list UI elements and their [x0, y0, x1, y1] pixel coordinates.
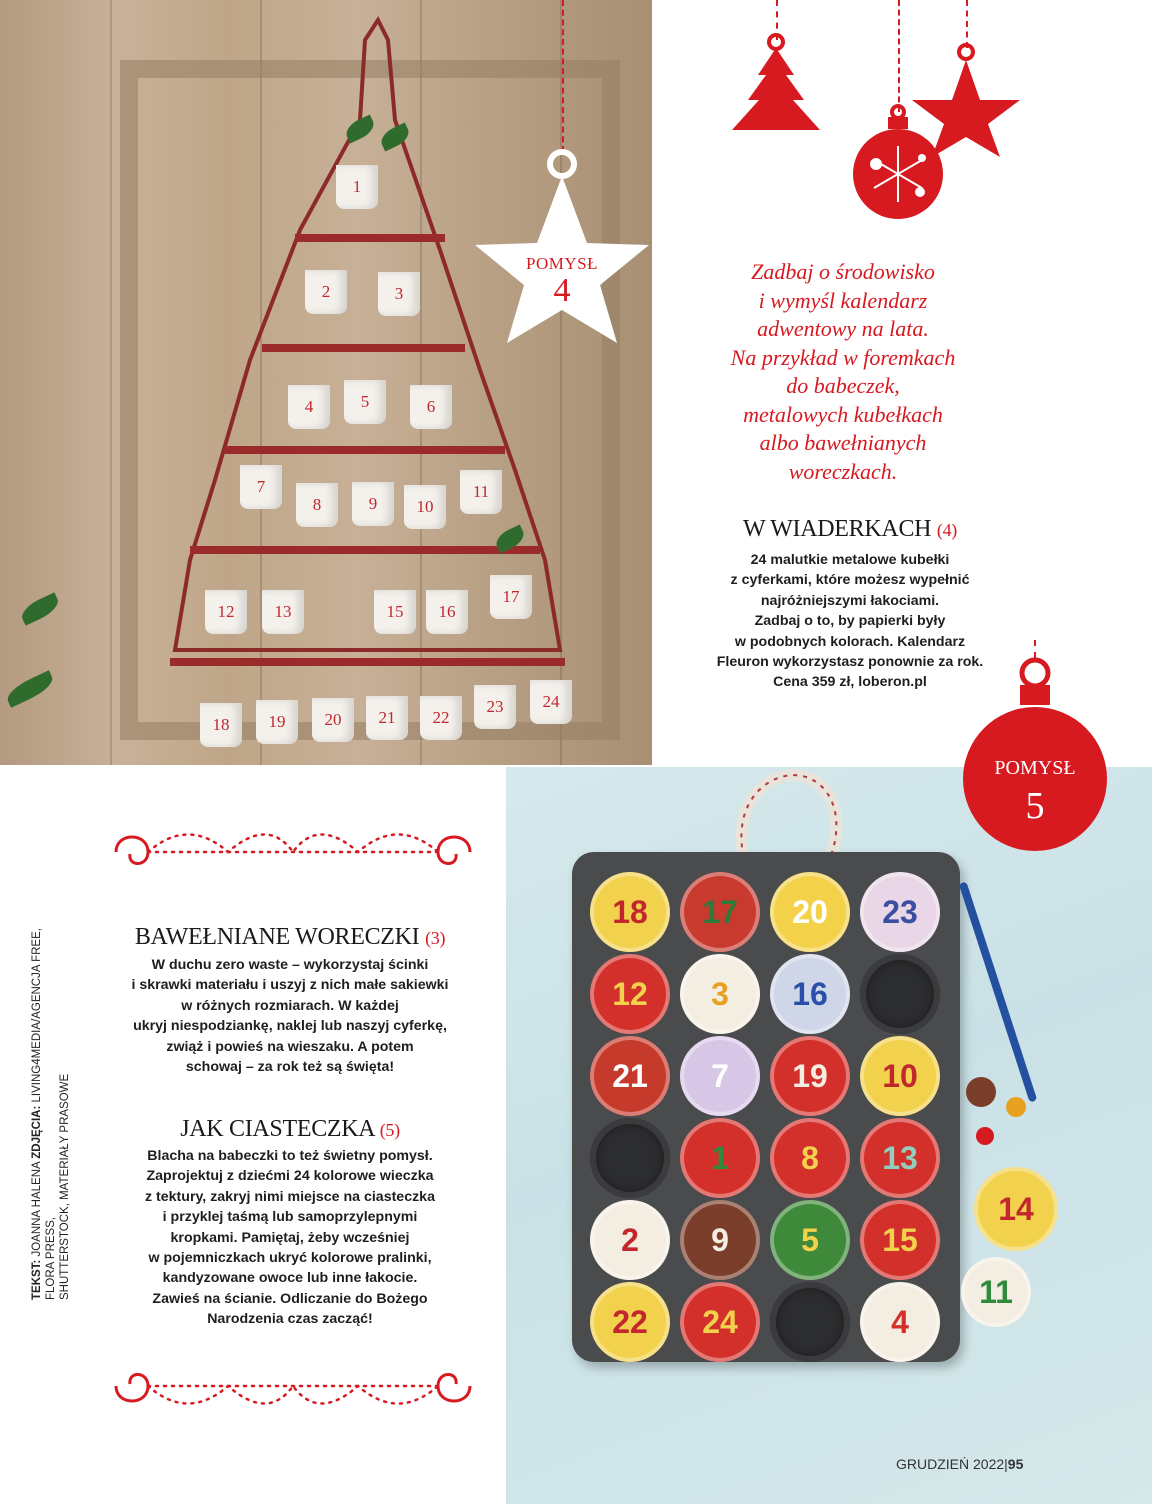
body-line: 24 malutkie metalowe kubełki	[750, 552, 950, 568]
tree-cup: 1	[336, 165, 378, 209]
tree-cup: 24	[530, 680, 572, 724]
muffin-tin	[572, 852, 960, 1362]
body-line: z tektury, zakryj nimi miejsce na ciasteczka	[145, 1188, 435, 1205]
side-lid: 11	[961, 1257, 1031, 1327]
section-ref: (5)	[379, 1120, 400, 1140]
tin-lid: 22	[590, 1282, 670, 1362]
tree-cup: 10	[404, 485, 446, 529]
folio-separator: |	[1004, 1456, 1008, 1472]
tree-rack-shape	[0, 0, 652, 765]
credit-value: JOANNA HALENA	[31, 1161, 43, 1257]
advent-tree-photo	[0, 0, 652, 765]
body-line: kropkami. Pamiętaj, żeby wcześniej	[170, 1229, 410, 1246]
idea-5-number: 5	[1025, 785, 1045, 827]
tin-lid: 13	[860, 1118, 940, 1198]
section-title-cotton-bags	[100, 924, 480, 951]
lead-line: i wymyśl kalendarz	[758, 287, 928, 313]
christmas-tree-icon	[730, 30, 825, 140]
paintbrush	[959, 881, 1038, 1102]
tree-cup: 7	[240, 465, 282, 509]
tin-lid: 10	[860, 1036, 940, 1116]
tin-lid: 17	[680, 872, 760, 952]
tree-cup: 5	[344, 380, 386, 424]
tree-cup: 13	[262, 590, 304, 634]
muffin-tin-photo	[506, 767, 1152, 1504]
tin-lid: 20	[770, 872, 850, 952]
section-ref: (4)	[936, 520, 957, 540]
tree-cup: 3	[378, 272, 420, 316]
tin-lid: 19	[770, 1036, 850, 1116]
tree-cup: 21	[366, 696, 408, 740]
body-line: w pojemniczkach ukryć kolorowe pralinki,	[148, 1250, 432, 1267]
candy	[1006, 1097, 1026, 1117]
body-line: Zawieś na ścianie. Odliczanie do Bożego	[152, 1290, 428, 1307]
tree-cup: 6	[410, 385, 452, 429]
tin-lid: 12	[590, 954, 670, 1034]
tin-lid: 24	[680, 1282, 760, 1362]
body-line: i przyklej taśmą lub samoprzylepnymi	[162, 1209, 418, 1226]
tree-cup: 8	[296, 483, 338, 527]
folio-issue: GRUDZIEŃ 2022	[896, 1456, 1005, 1472]
tin-lid: 18	[590, 872, 670, 952]
credits-line	[30, 900, 58, 1300]
body-line: i skrawki materiału i uszyj z nich małe sakiewki	[131, 977, 449, 994]
body-line: W duchu zero waste – wykorzystaj ścinki	[151, 957, 429, 973]
body-line: w podobnych kolorach. Kalendarz	[734, 633, 966, 650]
page-number: 95	[1007, 1456, 1024, 1472]
lead-paragraph	[712, 258, 974, 486]
chocolate-candy	[966, 1077, 996, 1107]
lead-line: metalowych kubełkach	[743, 401, 943, 427]
idea-4-number: 4	[553, 272, 571, 309]
body-line: kandyzowane owoce lub inne łakocie.	[162, 1270, 418, 1287]
section-title-text: W WIADERKACH	[743, 516, 932, 542]
body-line: najróżniejszymi łakociami.	[760, 592, 940, 609]
tree-cup: 23	[474, 685, 516, 729]
idea-5-label: POMYSŁ	[994, 757, 1076, 779]
credit-value: LIVING4MEDIA/AGENCJA FREE, FLORA PRESS,	[31, 928, 57, 1300]
lead-line: albo bawełnianych	[759, 430, 927, 455]
tin-lid: 8	[770, 1118, 850, 1198]
body-line: Narodzenia czas zacząć!	[207, 1311, 373, 1328]
side-lid: 14	[974, 1167, 1058, 1251]
tree-cup: 17	[490, 575, 532, 619]
tin-lid: 4	[860, 1282, 940, 1362]
body-line: schowaj – za rok też są święta!	[185, 1059, 395, 1076]
credit-label: TEKST:	[31, 1259, 43, 1300]
section-body-cookies	[100, 1146, 480, 1330]
tree-cup: 15	[374, 590, 416, 634]
tree-cup: 22	[420, 696, 462, 740]
tin-lid: 16	[770, 954, 850, 1034]
body-line: z cyferkami, które możesz wypełnić	[730, 572, 970, 589]
ornament-string	[898, 0, 900, 112]
candy	[976, 1127, 994, 1145]
star-ornament-icon	[474, 148, 654, 348]
ornament-string	[562, 0, 564, 152]
tin-lid: 21	[590, 1036, 670, 1116]
body-line: w różnych rozmiarach. W każdej	[181, 997, 399, 1014]
tin-lid: 23	[860, 872, 940, 952]
section-title-text: JAK CIASTECZKA	[180, 1116, 374, 1142]
tree-cup: 4	[288, 385, 330, 429]
swirl-divider-top	[108, 822, 478, 882]
section-title-text: BAWEŁNIANE WORECZKI	[134, 924, 420, 950]
tin-lid: 5	[770, 1200, 850, 1280]
photo-credits	[30, 900, 72, 1300]
body-line: ukryj niespodziankę, naklej lub naszyj cyferkę,	[133, 1018, 447, 1035]
tin-lid: 2	[590, 1200, 670, 1280]
tree-cup: 12	[205, 590, 247, 634]
swirl-divider-bottom	[108, 1366, 478, 1426]
lead-line: adwentowy na lata.	[757, 316, 929, 341]
body-line: Cena 359 zł, loberon.pl	[773, 674, 927, 691]
tin-lid: 15	[860, 1200, 940, 1280]
tree-cup: 20	[312, 698, 354, 742]
credit-label: ZDJĘCIA:	[31, 1105, 43, 1159]
body-line: Zaprojektuj z dziećmi 24 kolorowe wieczka	[146, 1168, 434, 1185]
empty-cup	[770, 1282, 850, 1362]
section-ref: (3)	[425, 928, 446, 948]
tin-lid: 9	[680, 1200, 760, 1280]
tree-cup: 16	[426, 590, 468, 634]
idea-4-label: POMYSŁ	[526, 254, 598, 273]
snowflake-bauble-icon	[852, 104, 946, 222]
empty-cup	[860, 954, 940, 1034]
ornament-string	[966, 0, 968, 48]
body-line: zwiąż i powieś na wieszaku. A potem	[166, 1038, 414, 1055]
tin-lid: 7	[680, 1036, 760, 1116]
lead-line: Zadbaj o środowisko	[751, 259, 935, 284]
tin-lid: 3	[680, 954, 760, 1034]
page-folio	[896, 1456, 1023, 1472]
tree-cup: 19	[256, 700, 298, 744]
credits-line: SHUTTERSTOCK, MATERIAŁY PRASOWE	[59, 1073, 71, 1300]
tree-cup: 18	[200, 703, 242, 747]
tree-cup: 11	[460, 470, 502, 514]
tree-cup: 2	[305, 270, 347, 314]
tree-cup: 9	[352, 482, 394, 526]
lead-line: do babeczek,	[786, 373, 900, 398]
empty-cup	[590, 1118, 670, 1198]
section-title-cookies	[100, 1116, 480, 1143]
body-line: Fleuron wykorzystasz ponownie za rok.	[716, 654, 984, 671]
body-line: Zadbaj o to, by papierki były	[754, 613, 946, 630]
lead-line: Na przykład w foremkach	[730, 344, 956, 370]
tin-lid: 1	[680, 1118, 760, 1198]
section-title-buckets	[700, 516, 1000, 543]
section-body-cotton-bags	[100, 955, 480, 1077]
body-line: Blacha na babeczki to też świetny pomysł.	[147, 1148, 433, 1164]
lead-line: woreczkach.	[788, 458, 898, 484]
